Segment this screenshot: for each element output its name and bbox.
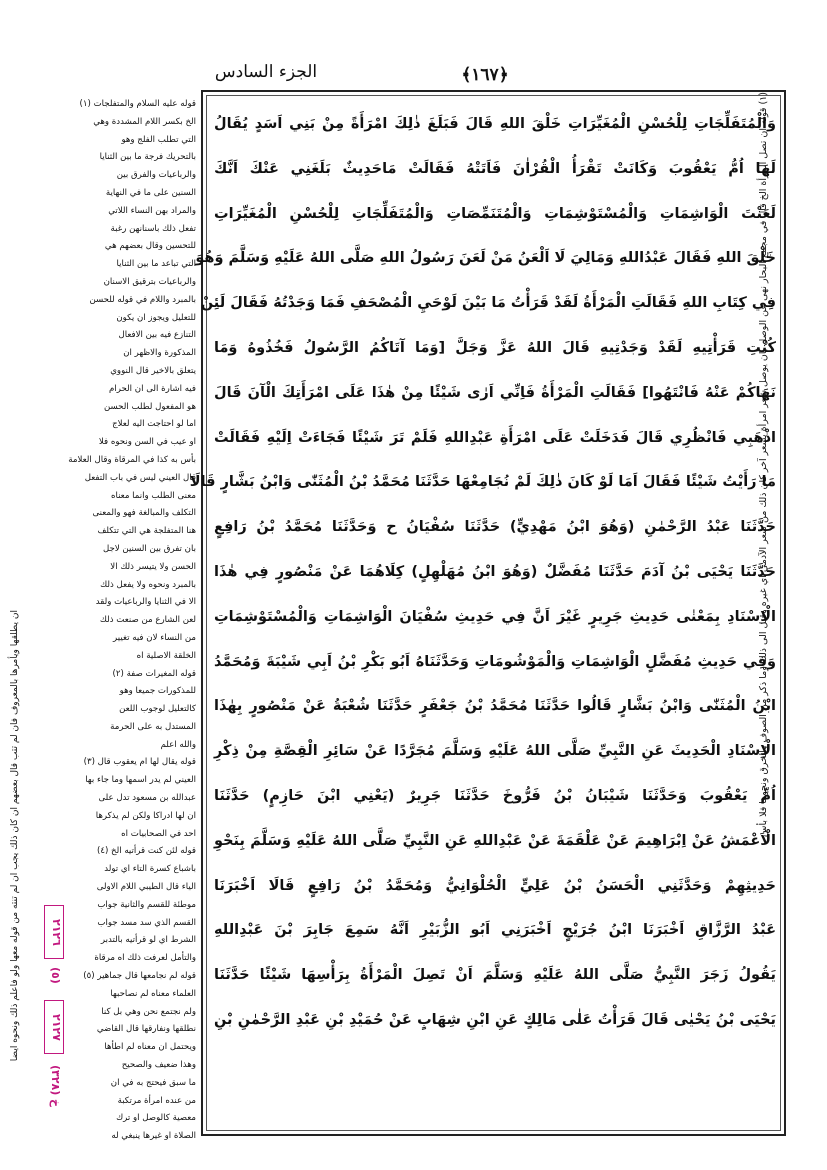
main-text-line: مَا رَأَيْتُ شَيْئًا فَقَالَ اَمَا لَوْ كَانَ ذٰلِكَ لَمْ نُجَامِعْهَا حَدَّثَنَا مُحَمَّدُ بْنُ الْمُثَنّٰى وَابْنُ بَشَّارٍ قَالَا [189,474,776,491]
main-text [189,102,776,1043]
side-note-line: التكلف والمبالغة فهو والمعنى [92,508,196,519]
side-note-line: بالتحريك فرجة ما بين الثنايا [99,152,196,163]
side-note-line: بأس به كذا في المرقاة وقال العلامة [68,454,196,465]
main-text-line: وَالْمُتَفَلِّجَاتِ لِلْحُسْنِ الْمُغَيِّرَاتِ خَلْقَ اللهِ قَالَ فَبَلَغَ ذٰلِكَ امْرَأَةً مِنْ بَنِي اَسَدٍ يُقَالُ [214,116,776,132]
side-note-line: قال العيني ليس في باب التفعل [84,472,196,483]
side-note-line: للمذكورات جميعا وهو [119,686,196,697]
side-note-line: السنين على ما في النهاية [105,187,196,198]
side-note-line: نطلقها ونفارقها قال القاضي [96,1024,196,1035]
side-note-line: من عنده امرأة مرتكبة [117,1095,196,1106]
side-note-line: الحسن ولا يتيسر ذلك الا [110,561,196,572]
main-text-line: اذْهَبِي فَانْظُرِي قَالَ فَدَخَلَتْ عَلَى امْرَأَةِ عَبْدِاللهِ فَلَمْ تَرَ شَيْئًا فَجَاءَتْ اِلَيْهِ فَقَالَتْ [214,429,776,446]
side-note-line: باشباع كسرة التاء اي تولد [104,864,196,875]
main-text-line: نَهَاكُمْ عَنْهُ فَانْتَهُوا] فَقَالَتِ الْمَرْأَةُ فَاِنِّي اَرٰى شَيْئًا مِنْ هٰذَا عَلَى امْرَأَتِكَ الْآنَ قَالَ [214,384,776,401]
side-note-line: المستدل به على الحرمة [110,721,196,732]
main-text-line: حَدَّثَنَا عَبْدُ الرَّحْمٰنِ (وَهُوَ ابْنُ مَهْدِيٍّ) حَدَّثَنَا سُفْيَانُ ح وَحَدَّثَنَا مُحَمَّدُ بْنُ رَافِعٍ [214,519,776,536]
side-note-line: والتأمل لعرفت ذلك اه مرقاة [94,953,196,964]
side-note-line: بان تفرق بين السنين لاجل [102,543,196,554]
main-text-line: خَلْقَ اللهِ فَقَالَ عَبْدُاللهِ وَمَالِيَ لَا اَلْعَنُ مَنْ لَعَنَ رَسُولُ اللهِ صَلَّى اللهُ عَلَيْهِ وَسَلَّمَ وَهُوَ [195,250,776,267]
side-note-line: ما سبق فيحتج به في ان [110,1077,196,1088]
side-note-line: احد في الصحابيات اه [121,828,196,839]
side-note-line: يتعلق بالاخير قال النووي [110,365,196,376]
side-note-line: والمراد بهن النساء اللاتي [108,205,196,216]
side-note-line: هنا المتفلجة هي التي تتكلف [97,526,196,537]
main-text-line: حَدِيثِهِمْ وَحَدَّثَنِي الْحَسَنُ بْنُ عَلِيٍّ الْحُلْوَانِيُّ وَمُحَمَّدُ بْنُ رَافِعٍ قَالَا اَخْبَرَنَا [214,877,776,894]
side-note-line: والله اعلم [160,739,196,750]
side-note-line: معنى الطلب وانما معناه [110,490,196,501]
ref-box-1: ٢١٢٦ [44,905,64,959]
side-note-line: هو المفعول لطلب الحسن [103,401,196,412]
main-text-line: الْاَعْمَشُ عَنْ اِبْرَاهِيمَ عَنْ عَلْقَمَةَ عَنْ عَبْدِاللهِ عَنِ النَّبِيِّ صَلَّى اللهُ عَلَيْهِ وَسَلَّمَ بِنَحْوِ [214,832,776,849]
main-text-line: لَعَنْتَ الْوَاشِمَاتِ وَالْمُسْتَوْشِمَاتِ وَالْمُتَنَمِّصَاتِ وَالْمُتَفَلِّجَاتِ لِلْحُسْنِ الْمُغَيِّرَاتِ [214,205,776,222]
side-note-line: قوله يقال لها ام يعقوب قال (٣) [83,757,196,768]
side-note-line: موطئة للقسم والثانية جواب [97,899,196,910]
outer-note-right: (١) قوله ان تصل المرأة الخ قال في مجمع البحار نهى عن الوصل بان يوصل شعر امرأة بشعر آخر كان ذلك من شعر الآدمي اي غيره وقيل الى ذلك وما ذكر من الصوف والخرق ونحوها فلا بأس [758,92,769,838]
main-text-line: حَدَّثَنَا يَحْيَى بْنُ آدَمَ حَدَّثَنَا مُفَضَّلٌ (وَهُوَ ابْنُ مُهَلْهِلٍ) كِلَاهُمَا عَنْ مَنْصُورٍ فِي هٰذَا [214,563,776,580]
side-note-line: الخ بكسر اللام المشددة وهي [93,116,196,127]
side-note-line: وهذا ضعيف والصحيح [121,1060,196,1071]
main-text-line: كُنْتِ قَرَأْتِيهِ لَقَدْ وَجَدْتِيهِ قَالَ اللهُ عَزَّ وَجَلَّ [وَمَا آتَاكُمُ الرَّسُولُ فَخُذُوهُ وَمَا [214,339,776,356]
outer-note-left: ان يطلقها ويأمرها بالمعروف فان لم تتب قال بعضهم ان كان ذلك يجب ان لم تنته من قوله معها ولو فاعلم ذلك ونحوه ايضا [10,610,20,1062]
main-text-line: الْاِسْنَادِ الْحَدِيثَ عَنِ النَّبِيِّ صَلَّى اللهُ عَلَيْهِ وَسَلَّمَ مُجَرَّدًا عَنْ سَائِرِ الْقِصَّةِ مِنْ ذِكْرِ [214,743,776,760]
main-text-line: اُمِّ يَعْقُوبَ وَحَدَّثَنَا شَيْبَانُ بْنُ فَرُّوخَ حَدَّثَنَا جَرِيرٌ (يَعْنِي ابْنَ حَازِمٍ) حَدَّثَنَا [214,787,776,804]
side-note-line: من النساء لان فيه تغيير [113,632,196,643]
main-text-line: لَهَا اُمُّ يَعْقُوبَ وَكَانَتْ تَقْرَأُ الْقُرْاٰنَ فَاَتَتْهُ فَقَالَتْ مَاحَدِيثٌ بَلَغَنِي عَنْكَ اَنَّكَ [214,160,776,177]
side-note-line: للتعليل ويجوز ان يكون [116,312,196,323]
side-note-line: المذكورة والاظهر ان [123,348,196,359]
side-note-line: كالتعليل لوجوب اللعن [119,704,196,715]
main-text-line: ابْنُ الْمُثَنّٰى وَابْنُ بَشَّارٍ قَالُوا حَدَّثَنَا مُحَمَّدُ بْنُ جَعْفَرٍ حَدَّثَنَا شُعْبَةُ عَنْ مَنْصُورٍ بِهٰذَا [214,698,776,715]
side-note-line: قوله لم نجامعها قال جماهير (٥) [83,971,196,982]
page-number: ﴿١٦٧﴾ [461,65,509,85]
page-title: الجزء السادس [214,62,318,82]
side-note-line: بالمبرد واللام في قوله للحسن [89,294,196,305]
side-note-line: الياء قال الطيبي اللام الاولى [96,882,196,893]
side-note-line: او عيب في السن ونحوه فلا [98,437,196,448]
side-note-line: والرباعيات بترقيق الاسنان [103,276,196,287]
side-note-line: الصلاة او غيرها ينبغي له [111,1131,196,1142]
main-text-line: يَحْيَى بْنُ يَحْيٰى قَالَ قَرَأْتُ عَلٰى مَالِكٍ عَنِ ابْنِ شِهَابٍ عَنْ حُمَيْدِ بْنِ عَبْدِ الرَّحْمٰنِ بْنِ [214,1011,776,1028]
side-note-line: بالمبرد ونحوه ولا يفعل ذلك [100,579,196,590]
side-note-line: العلماء معناه لم نصاحبها [110,988,196,999]
main-text-line: الْاِسْنَادِ بِمَعْنٰى حَدِيثِ جَرِيرٍ غَيْرَ اَنَّ فِي حَدِيثِ سُفْيَانَ الْوَاشِمَاتِ وَالْمُسْتَوْشِمَاتِ [214,608,776,625]
main-text-line: عَبْدُ الرَّزَّاقِ اَخْبَرَنَا ابْنُ جُرَيْجٍ اَخْبَرَنِي اَبُو الزُّبَيْرِ اَنَّهُ سَمِعَ جَابِرَ بْنَ عَبْدِاللهِ [214,922,776,939]
side-note-line: قوله لئن كنت قرأتيه الخ (٤) [96,846,196,857]
side-note-line: القسم الذي سد مسد جواب [97,917,196,928]
side-note-line: معصية كالوصل او ترك [116,1113,196,1124]
side-note-line: قوله عليه السلام والمتفلجات (١) [79,99,196,109]
ref-box-2: ٢١٢٧ [44,1000,64,1054]
main-text-line: فِي كِتَابِ اللهِ فَقَالَتِ الْمَرْأَةُ لَقَدْ قَرَأْتُ مَا بَيْنَ لَوْحَيِ الْمُصْحَفِ فَمَا وَجَدْتُهُ فَقَالَ لَئِنْ [200,295,776,312]
side-note-line: التنازع فيه بين الافعال [118,330,196,341]
side-note-line: عبدالله بن مسعود تدل على [98,793,196,804]
main-text-line: وَفِي حَدِيثِ مُفَضَّلٍ الْوَاشِمَاتِ وَالْمَوْشُومَاتِ وَحَدَّثَنَاهُ اَبُو بَكْرِ بْنُ اَبِي شَيْبَةَ وَمُحَمَّدُ [214,653,776,670]
side-notes [68,96,196,1142]
side-note-line: ان لها ادراكا ولكن لم يذكرها [95,810,196,821]
side-note-line: التي تطلب الفلج وهو [121,134,196,145]
ref-num-1: (٥) [49,966,62,984]
main-text-line: يَقُولُ زَجَرَ النَّبِيُّ صَلَّى اللهُ عَلَيْهِ وَسَلَّمَ اَنْ تَصِلَ الْمَرْأَةُ بِرَأْسِهَا شَيْئًا حَدَّثَنَا [214,967,776,984]
side-note-line: لعن الشارع من صنعت ذلك [99,615,196,626]
side-note-line: التي تباعد ما بين الثنايا [116,259,196,270]
side-note-line: فيه اشارة الى ان الحرام [109,383,196,394]
side-note-line: والرباعيات والفرق بين [116,170,196,181]
side-note-line: العيني لم يدر اسمها وما جاء بها [85,775,196,786]
side-note-line: الخلقة الاصلية اه [136,650,196,661]
side-note-line: ولم نجتمع نحن وهي بل كنا [101,1006,196,1017]
ref-num-2: خ (٣٢٨) [49,1065,62,1107]
side-note-line: تفعل ذلك باسنانهن رغبة [110,223,196,234]
side-note-line: اما لو احتاجت اليه لعلاج [112,419,196,430]
side-note-line: الا في الثنايا والرباعيات ولقد [95,597,196,608]
side-note-line: الشرط اي لو قرأتيه بالتدبر [100,935,196,946]
side-note-line: ويحتمل ان معناه لم اطأها [104,1042,196,1053]
side-note-line: قوله المغيرات صفة (٢) [112,668,196,679]
side-note-line: للتحسين وقال بعضهم هي [104,241,196,252]
